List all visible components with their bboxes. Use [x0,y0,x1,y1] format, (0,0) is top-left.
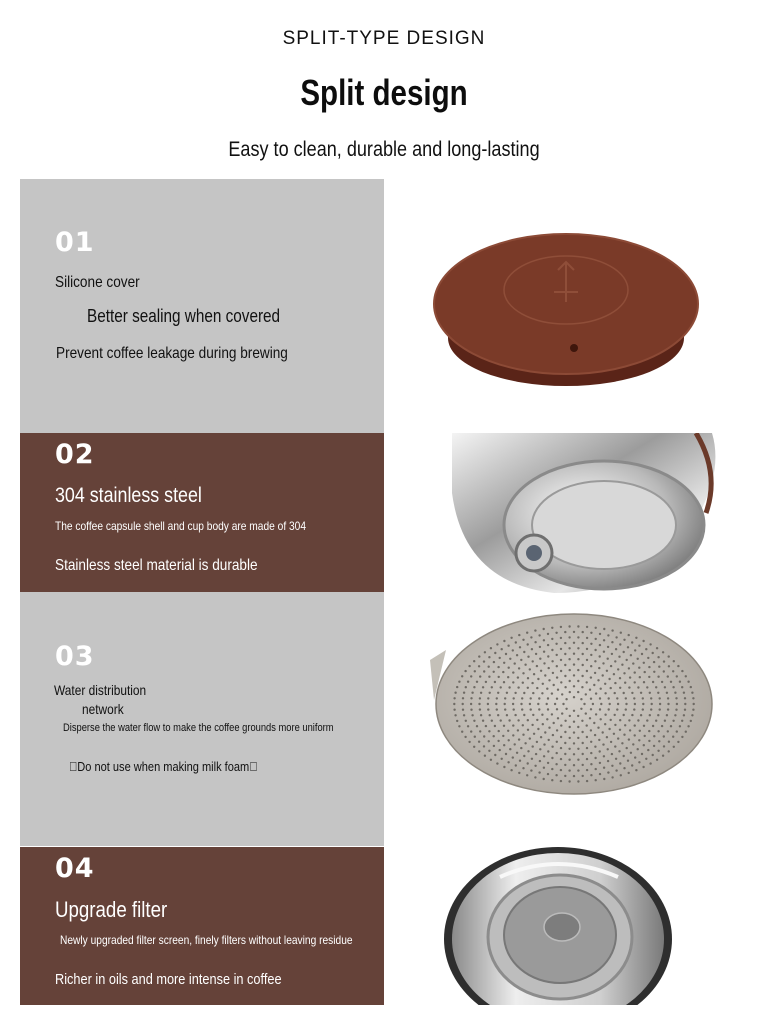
feature-heading: Silicone cover [55,274,140,291]
water-distribution-disc-image [424,610,714,798]
feature-heading: Upgrade filter [55,897,168,922]
feature-heading: 304 stainless steel [55,484,202,507]
steel-cup-image [444,433,720,593]
page-subtitle: Easy to clean, durable and long-lasting [228,138,540,161]
feature-heading: Water distribution [54,682,147,698]
feature-panel-04 [20,847,384,1005]
feature-line-1: Disperse the water flow to make the coffee grounds more uniform [63,722,334,734]
feature-line-1: Better sealing when covered [87,306,281,326]
header-kicker: SPLIT-TYPE DESIGN [282,28,486,49]
feature-line-1: Newly upgraded filter screen, finely filters without leaving residue [60,933,353,947]
feature-heading-cont: network [82,701,124,717]
feature-line-1: The coffee capsule shell and cup body are made of 304 [55,519,307,533]
silicone-cover-image [428,228,708,396]
page-title: Split design [300,72,468,113]
feature-number: 03 [55,641,95,672]
feature-line-2: Richer in oils and more intense in coffee [55,971,282,988]
feature-line-2:  Do not use when making milk foam  [69,759,258,774]
feature-line-2: Prevent coffee leakage during brewing [56,345,288,362]
feature-panel-03 [20,592,384,846]
feature-panel-02 [20,433,384,592]
filter-cup-image [440,847,676,1005]
feature-panel-01 [20,179,384,433]
feature-number: 02 [55,439,95,470]
feature-number: 04 [55,853,95,884]
feature-number: 01 [55,227,95,258]
feature-line-2: Stainless steel material is durable [55,557,258,574]
